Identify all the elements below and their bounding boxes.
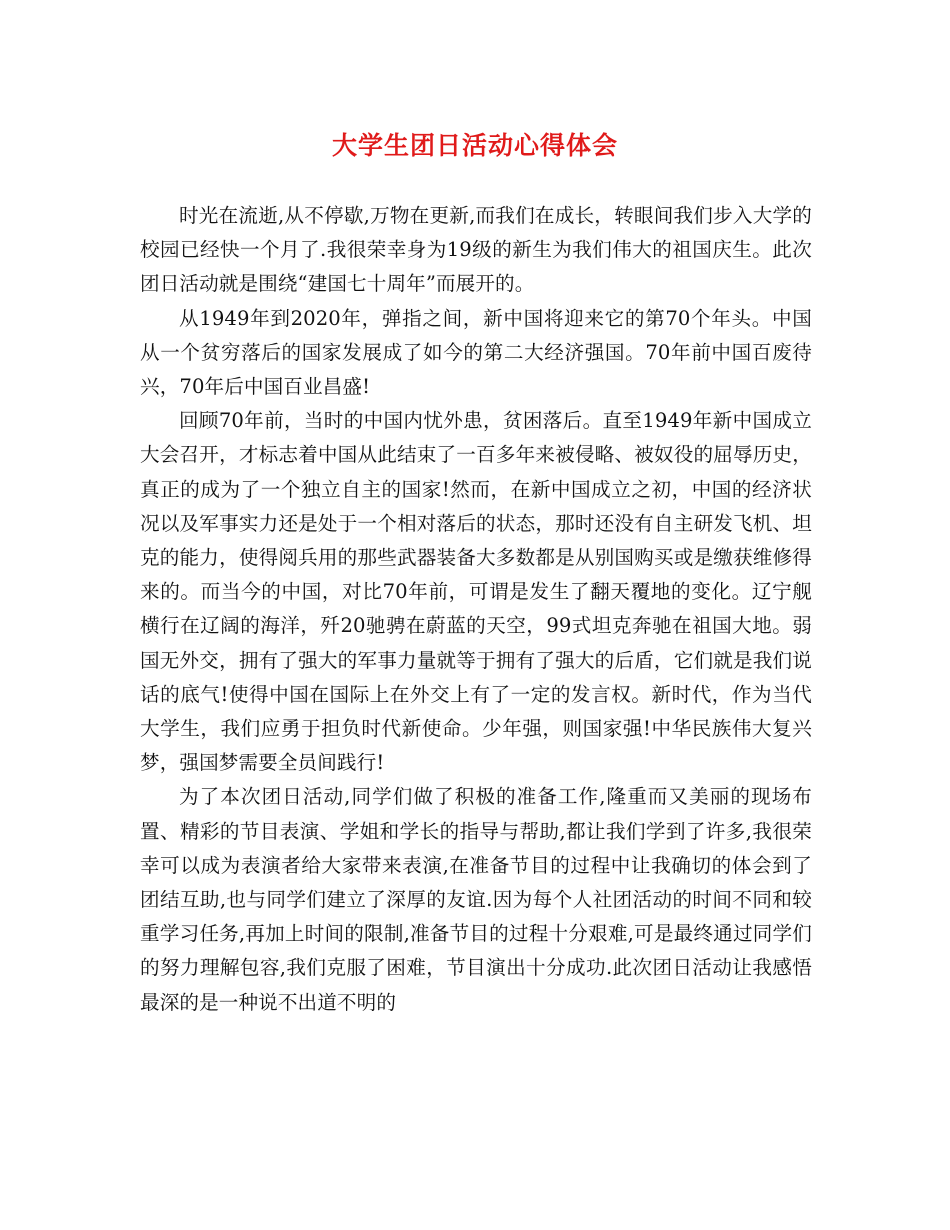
paragraph-3: 回顾70年前，当时的中国内忧外患，贫困落后。直至1949年新中国成立大会召开，才标志着中国从此结束了一百多年来被侵略、被奴役的屈辱历史，真正的成为了一个独立自主的国家!然而，在新中国成立之初，中国的经济状况以及军事实力还是处于一个相对落后的状态，那时还没有自主研发飞机、坦克的能力，使得阅兵用的那些武器装备大多数都是从别国购买或是缴获维修得来的。而当今的中国，对比70年前，可谓是发生了翻天覆地的变化。辽宁舰横行在辽阔的海洋，歼20驰骋在蔚蓝的天空，99式坦克奔驰在祖国大地。弱国无外交，拥有了强大的军事力量就等于拥有了强大的后盾，它们就是我们说话的底气!使得中国在国际上在外交上有了一定的发言权。新时代，作为当代大学生，我们应勇于担负时代新使命。少年强，则国家强!中华民族伟大复兴梦，强国梦需要全员间践行! <box>140 409 812 775</box>
paragraph-2: 从1949年到2020年，弹指之间，新中国将迎来它的第70个年头。中国从一个贫穷落后的国家发展成了如今的第二大经济强国。70年前中国百废待兴，70年后中国百业昌盛! <box>140 306 812 399</box>
document-body <box>140 199 812 1020</box>
paragraph-1: 时光在流逝,从不停歇,万物在更新,而我们在成长，转眼间我们步入大学的校园已经快一个月了.我很荣幸身为19级的新生为我们伟大的祖国庆生。此次团日活动就是围绕“建国七十周年”而展开的。 <box>140 204 812 296</box>
paragraph-4: 为了本次团日活动,同学们做了积极的准备工作,隆重而又美丽的现场布置、精彩的节目表演、学姐和学长的指导与帮助,都让我们学到了许多,我很荣幸可以成为表演者给大家带来表演,在准备节目的过程中让我确切的体会到了团结互助,也与同学们建立了深厚的友谊.因为每个人社团活动的时间不同和较重学习任务,再加上时间的限制,准备节目的过程十分艰难,可是最终通过同学们的努力理解包容,我们克服了困难，节目演出十分成功.此次团日活动让我感悟最深的是一种说不出道不明的 <box>140 785 812 1014</box>
document-title: 大学生团日活动心得体会 <box>331 131 618 160</box>
